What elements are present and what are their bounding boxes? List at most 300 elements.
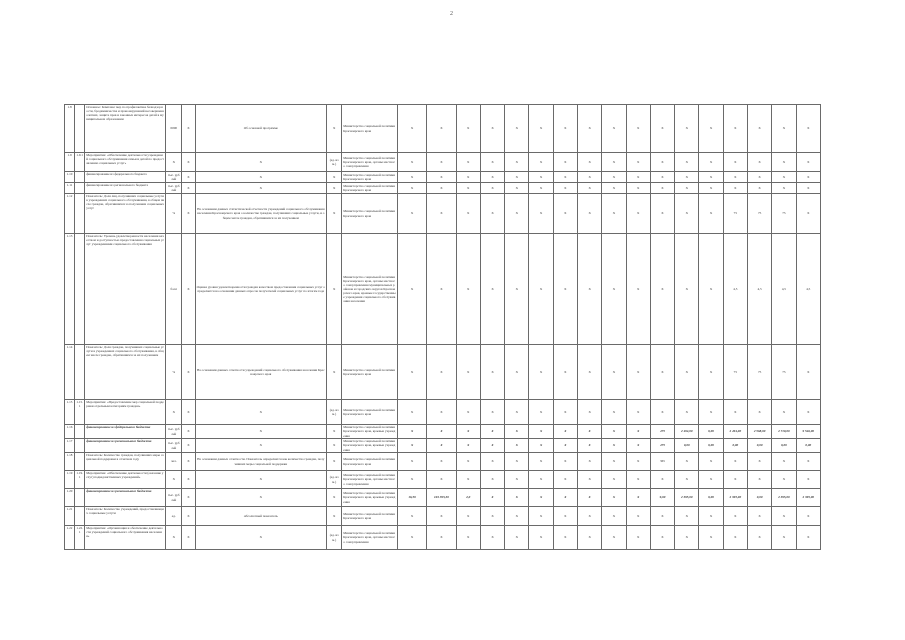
value-cell: Х bbox=[505, 489, 529, 507]
value-cell: Х bbox=[578, 345, 602, 400]
value-cell: 4,5 bbox=[723, 234, 747, 345]
value-cell: Х bbox=[578, 439, 602, 453]
row-subnumber bbox=[75, 194, 85, 234]
value-cell: Х bbox=[699, 172, 723, 183]
unit: Х bbox=[166, 400, 182, 425]
calculation-method: На основании данных отчетности учреждений социального обслуживания населения Красноярского края bbox=[195, 345, 327, 400]
value-cell: Х bbox=[626, 345, 650, 400]
value-cell: Х bbox=[723, 507, 747, 526]
table-row bbox=[65, 439, 821, 453]
source-marker: Х bbox=[182, 172, 195, 183]
row-name: Мероприятие: «Обеспечение деятельности (оказание услуг) подведомственных учреждений» bbox=[85, 471, 166, 489]
value-cell: Х bbox=[602, 183, 626, 194]
unit: % bbox=[166, 194, 182, 234]
indicator-unit: Х bbox=[327, 425, 342, 439]
value-cell: Х bbox=[456, 194, 480, 234]
value-cell: Х bbox=[505, 345, 529, 400]
value-cell: Х bbox=[553, 234, 577, 345]
row-number: 1.12 bbox=[65, 194, 75, 234]
value-cell: Х bbox=[505, 400, 529, 425]
value-cell: Х bbox=[427, 400, 456, 425]
row-subnumber bbox=[75, 425, 85, 439]
value-cell: Х bbox=[602, 234, 626, 345]
value-cell: Х bbox=[397, 105, 426, 153]
unit: Х bbox=[166, 526, 182, 550]
value-cell: 4,5 bbox=[772, 234, 796, 345]
value-cell: 2 395,00 bbox=[772, 489, 796, 507]
indicator-unit: (ед. изм.) bbox=[327, 400, 342, 425]
value-cell: Х bbox=[456, 526, 480, 550]
value-cell: Х bbox=[397, 153, 426, 172]
value-cell: Х bbox=[456, 471, 480, 489]
value-cell: Х bbox=[480, 471, 504, 489]
source-marker: Х bbox=[182, 234, 195, 345]
row-name: финансирование из федерального бюджета bbox=[85, 172, 166, 183]
value-cell: Х bbox=[553, 453, 577, 471]
value-cell: Х bbox=[427, 194, 456, 234]
value-cell: Х bbox=[772, 453, 796, 471]
value-cell: Х bbox=[480, 345, 504, 400]
row-name: Показатель: Количество учреждений, предоставляющих социальные услуги bbox=[85, 507, 166, 526]
value-cell: 0,00 bbox=[675, 439, 699, 453]
unit: тыс. рублей bbox=[166, 183, 182, 194]
value-cell: Х bbox=[427, 172, 456, 183]
value-cell: Х bbox=[602, 345, 626, 400]
value-cell: Х bbox=[650, 153, 674, 172]
calculation-method: Х bbox=[195, 183, 327, 194]
source-marker: Х bbox=[182, 425, 195, 439]
indicator-unit: Х bbox=[327, 194, 342, 234]
value-cell: Х bbox=[699, 526, 723, 550]
source-marker: Х bbox=[182, 507, 195, 526]
value-cell: Х bbox=[397, 172, 426, 183]
row-number: 1.14 bbox=[65, 345, 75, 400]
unit: тыс. рублей bbox=[166, 489, 182, 507]
row-name: Мероприятие: «Организация и обеспечение деятельности учреждений социального обслуживания населения» bbox=[85, 526, 166, 550]
value-cell: Х bbox=[626, 425, 650, 439]
value-cell: Х bbox=[675, 453, 699, 471]
value-cell: Х bbox=[505, 526, 529, 550]
row-number: 1.20 bbox=[65, 489, 75, 507]
value-cell: Х bbox=[796, 453, 820, 471]
value-cell: Х bbox=[796, 345, 820, 400]
value-cell: Х bbox=[602, 105, 626, 153]
source-marker: Х bbox=[182, 153, 195, 172]
value-cell: 75 bbox=[723, 194, 747, 234]
value-cell: Х bbox=[650, 194, 674, 234]
value-cell: Х bbox=[456, 400, 480, 425]
row-subnumber bbox=[75, 507, 85, 526]
responsible-executor: Министерство социальной политики Красноярского края bbox=[342, 345, 398, 400]
value-cell: Х bbox=[529, 172, 553, 183]
value-cell: Х bbox=[602, 172, 626, 183]
value-cell: Х bbox=[529, 183, 553, 194]
table-row bbox=[65, 194, 821, 234]
value-cell: 75 bbox=[772, 194, 796, 234]
value-cell: Х bbox=[456, 507, 480, 526]
value-cell: Х bbox=[480, 526, 504, 550]
value-cell: Х bbox=[723, 172, 747, 183]
indicator-unit: Х bbox=[327, 234, 342, 345]
value-cell: Х bbox=[397, 400, 426, 425]
value-cell: Х bbox=[397, 425, 426, 439]
responsible-executor: Министерство социальной политики Красноярского края, органы местного самоуправления муниципальных районов и городских округов Красноярского края, краевые государственные учреждения социального обслуживания населения bbox=[342, 234, 398, 345]
value-cell: Х bbox=[650, 105, 674, 153]
value-cell: Х bbox=[626, 400, 650, 425]
value-cell: Х bbox=[397, 183, 426, 194]
value-cell: Х bbox=[723, 471, 747, 489]
value-cell: Х bbox=[626, 507, 650, 526]
row-name: Основное: Комплекс мер по профилактике безнадзорности, бродяжничества и правонарушений несовершеннолетних, защите прав и законных интересов детей в муниципальном образовании bbox=[85, 105, 166, 153]
value-cell: Х bbox=[747, 183, 771, 194]
value-cell: Х bbox=[747, 400, 771, 425]
value-cell: 75 bbox=[747, 194, 771, 234]
value-cell: Х bbox=[675, 234, 699, 345]
value-cell: Х bbox=[772, 183, 796, 194]
value-cell: Х bbox=[578, 194, 602, 234]
value-cell: 0,00 bbox=[747, 489, 771, 507]
value-cell: Х bbox=[480, 105, 504, 153]
value-cell: Х bbox=[772, 172, 796, 183]
calculation-method: На основании данных статистической отчетности учреждений социального обслуживания населения Красноярского края о количестве граждан, получивших социальные услуги, и общем числе граждан, обратившихся за их получением bbox=[195, 194, 327, 234]
value-cell: Х bbox=[456, 183, 480, 194]
value-cell: Х bbox=[723, 183, 747, 194]
value-cell: Х bbox=[480, 153, 504, 172]
value-cell: Х bbox=[796, 172, 820, 183]
calculation-method: Х bbox=[195, 400, 327, 425]
value-cell: Х bbox=[675, 345, 699, 400]
value-cell: Х bbox=[602, 526, 626, 550]
value-cell: 4,5 bbox=[796, 234, 820, 345]
value-cell: Х bbox=[578, 507, 602, 526]
value-cell: Х bbox=[699, 400, 723, 425]
value-cell: Х bbox=[529, 489, 553, 507]
value-cell: Х bbox=[505, 439, 529, 453]
value-cell: Х bbox=[796, 153, 820, 172]
value-cell: Х bbox=[602, 471, 626, 489]
value-cell: Х bbox=[578, 526, 602, 550]
responsible-executor: Министерство социальной политики Красноярского края, краевые учреждения bbox=[342, 439, 398, 453]
value-cell: Х bbox=[505, 153, 529, 172]
value-cell: Х bbox=[578, 400, 602, 425]
value-cell: Х bbox=[602, 153, 626, 172]
value-cell: Х bbox=[626, 453, 650, 471]
table-row bbox=[65, 105, 821, 153]
row-subnumber: 1.15.1 bbox=[75, 400, 85, 425]
value-cell: Х bbox=[427, 453, 456, 471]
value-cell: Х bbox=[675, 172, 699, 183]
value-cell: Х bbox=[427, 507, 456, 526]
value-cell: Х bbox=[723, 526, 747, 550]
value-cell: Х bbox=[772, 471, 796, 489]
indicator-unit: Х bbox=[327, 183, 342, 194]
value-cell: Х bbox=[699, 471, 723, 489]
calculation-method: Х bbox=[195, 526, 327, 550]
calculation-method: Х bbox=[195, 425, 327, 439]
value-cell: Х bbox=[772, 400, 796, 425]
value-cell: Х bbox=[675, 471, 699, 489]
value-cell: Х bbox=[397, 194, 426, 234]
value-cell: 0,00 bbox=[699, 439, 723, 453]
calculation-method: Х bbox=[195, 471, 327, 489]
value-cell: 475 bbox=[650, 425, 674, 439]
value-cell: Х bbox=[578, 234, 602, 345]
value-cell: Х bbox=[699, 507, 723, 526]
row-name: Мероприятие: «Обеспечение деятельности учреждений социального обслуживания семьи и детей по предоставлению социальных услуг» bbox=[85, 153, 166, 172]
row-number: 1.15 bbox=[65, 400, 75, 425]
value-cell: Х bbox=[480, 172, 504, 183]
value-cell: Х bbox=[456, 153, 480, 172]
value-cell: Х bbox=[529, 453, 553, 471]
responsible-executor: Министерство социальной политики Красноярского края bbox=[342, 453, 398, 471]
value-cell: Х bbox=[456, 425, 480, 439]
value-cell: Х bbox=[553, 153, 577, 172]
row-name: финансирование из федерального бюджета bbox=[85, 425, 166, 439]
value-cell: Х bbox=[578, 489, 602, 507]
value-cell: 2 395,00 bbox=[796, 489, 820, 507]
row-name: финансирование из регионального бюджета bbox=[85, 183, 166, 194]
value-cell: Х bbox=[675, 400, 699, 425]
value-cell: Х bbox=[796, 507, 820, 526]
value-cell: Х bbox=[626, 172, 650, 183]
value-cell: Х bbox=[505, 507, 529, 526]
table-row bbox=[65, 400, 821, 425]
value-cell: Х bbox=[397, 453, 426, 471]
value-cell: Х bbox=[675, 153, 699, 172]
value-cell: Х bbox=[397, 507, 426, 526]
value-cell: Х bbox=[626, 439, 650, 453]
indicator-unit: Х bbox=[327, 489, 342, 507]
value-cell: Х bbox=[796, 526, 820, 550]
unit: Х bbox=[166, 153, 182, 172]
value-cell: Х bbox=[699, 183, 723, 194]
value-cell: Х bbox=[602, 400, 626, 425]
responsible-executor: Министерство социальной политики Красноярского края bbox=[342, 507, 398, 526]
responsible-executor: Министерство социальной политики Красноярского края bbox=[342, 172, 398, 183]
value-cell: Х bbox=[505, 471, 529, 489]
value-cell: 0,00 bbox=[699, 489, 723, 507]
unit: 0000 bbox=[166, 105, 182, 153]
value-cell: Х bbox=[626, 234, 650, 345]
value-cell: Х bbox=[529, 105, 553, 153]
value-cell: Х bbox=[772, 153, 796, 172]
value-cell: Х bbox=[626, 183, 650, 194]
value-cell: Х bbox=[796, 105, 820, 153]
row-number: 1.21 bbox=[65, 507, 75, 526]
value-cell: Х bbox=[529, 400, 553, 425]
responsible-executor: Министерство социальной политики Красноярского края bbox=[342, 400, 398, 425]
value-cell: Х bbox=[723, 105, 747, 153]
source-marker: Х bbox=[182, 194, 195, 234]
value-cell: Х bbox=[480, 489, 504, 507]
calculation-method: Х bbox=[195, 172, 327, 183]
value-cell: Х bbox=[747, 153, 771, 172]
indicator-unit: Х bbox=[327, 345, 342, 400]
row-number: 1.19 bbox=[65, 471, 75, 489]
value-cell: Х bbox=[626, 471, 650, 489]
value-cell: Х bbox=[626, 194, 650, 234]
value-cell: Х bbox=[480, 234, 504, 345]
unit: балл bbox=[166, 234, 182, 345]
value-cell: Х bbox=[427, 439, 456, 453]
row-name: финансирование из регионального бюджета bbox=[85, 489, 166, 507]
value-cell: Х bbox=[602, 453, 626, 471]
value-cell: Х bbox=[796, 194, 820, 234]
value-cell: 75 bbox=[747, 345, 771, 400]
value-cell: Х bbox=[529, 194, 553, 234]
responsible-executor: Министерство социальной политики Красноярского края bbox=[342, 194, 398, 234]
row-number: 1.13 bbox=[65, 234, 75, 345]
value-cell: Х bbox=[553, 471, 577, 489]
value-cell: Х bbox=[650, 345, 674, 400]
value-cell: Х bbox=[397, 345, 426, 400]
value-cell: Х bbox=[578, 153, 602, 172]
value-cell: Х bbox=[796, 183, 820, 194]
value-cell: Х bbox=[578, 183, 602, 194]
value-cell: 0,00 bbox=[747, 439, 771, 453]
calculation-method: Об основной программе bbox=[195, 105, 327, 153]
value-cell: 475 bbox=[650, 439, 674, 453]
value-cell: Х bbox=[505, 172, 529, 183]
row-name: Мероприятие: «Предоставление мер социальной поддержки отдельным категориям граждан» bbox=[85, 400, 166, 425]
unit: ед. bbox=[166, 507, 182, 526]
value-cell: Х bbox=[505, 234, 529, 345]
value-cell: Х bbox=[602, 425, 626, 439]
value-cell: Х bbox=[675, 183, 699, 194]
value-cell: Х bbox=[427, 345, 456, 400]
value-cell: 75 bbox=[772, 345, 796, 400]
table-row bbox=[65, 471, 821, 489]
value-cell: Х bbox=[480, 194, 504, 234]
row-number: 1.22 bbox=[65, 526, 75, 550]
value-cell: Х bbox=[529, 234, 553, 345]
value-cell: Х bbox=[456, 439, 480, 453]
table-row bbox=[65, 183, 821, 194]
row-subnumber bbox=[75, 489, 85, 507]
value-cell: Х bbox=[553, 183, 577, 194]
value-cell: Х bbox=[505, 453, 529, 471]
row-subnumber bbox=[75, 453, 85, 471]
value-cell: Х bbox=[602, 507, 626, 526]
value-cell: Х bbox=[747, 507, 771, 526]
value-cell: 9,00 bbox=[650, 489, 674, 507]
value-cell: Х bbox=[699, 234, 723, 345]
value-cell: Х bbox=[480, 183, 504, 194]
value-cell: 2 494,00 bbox=[723, 425, 747, 439]
unit: % bbox=[166, 345, 182, 400]
responsible-executor: Министерство социальной политики Красноярского края, органы местного самоуправления bbox=[342, 153, 398, 172]
value-cell: Х bbox=[553, 194, 577, 234]
value-cell: Х bbox=[529, 471, 553, 489]
responsible-executor: Министерство социальной политики Красноярского края bbox=[342, 105, 398, 153]
row-number: 1.16 bbox=[65, 425, 75, 439]
table-row bbox=[65, 234, 821, 345]
source-marker: Х bbox=[182, 105, 195, 153]
responsible-executor: Министерство социальной политики Красноярского края bbox=[342, 183, 398, 194]
value-cell: Х bbox=[578, 471, 602, 489]
value-cell: Х bbox=[747, 526, 771, 550]
value-cell: 2 568,00 bbox=[747, 425, 771, 439]
value-cell: Х bbox=[480, 425, 504, 439]
value-cell: Х bbox=[699, 345, 723, 400]
value-cell: Х bbox=[650, 183, 674, 194]
row-subnumber bbox=[75, 439, 85, 453]
value-cell: Х bbox=[650, 471, 674, 489]
value-cell: Х bbox=[578, 425, 602, 439]
value-cell: Х bbox=[505, 194, 529, 234]
value-cell: Х bbox=[578, 105, 602, 153]
value-cell: Х bbox=[602, 489, 626, 507]
value-cell: Х bbox=[553, 507, 577, 526]
value-cell: Х bbox=[553, 439, 577, 453]
value-cell: Х bbox=[699, 105, 723, 153]
row-name: Показатель: Количество граждан, получивших меры социальной поддержки в отчетном году bbox=[85, 453, 166, 471]
value-cell: Х bbox=[796, 400, 820, 425]
value-cell: 0,00 bbox=[699, 425, 723, 439]
value-cell: Х bbox=[578, 172, 602, 183]
value-cell: Х bbox=[427, 153, 456, 172]
responsible-executor: Министерство социальной политики Красноярского края, краевые учреждения bbox=[342, 425, 398, 439]
row-subnumber bbox=[75, 105, 85, 153]
responsible-executor: Министерство социальной политики Красноярского края, органы местного самоуправления bbox=[342, 471, 398, 489]
calculation-method: На основании данных отчетности. Показатель определяется как количество граждан, получивших меры социальной поддержки bbox=[195, 453, 327, 471]
calculation-method: Оценка уровня удовлетворенности граждан качеством предоставления социальных услуг определяется на основании данных опросов получателей социальных услуг по итогам года bbox=[195, 234, 327, 345]
value-cell: Х bbox=[480, 400, 504, 425]
calculation-method: Х bbox=[195, 489, 327, 507]
row-subnumber bbox=[75, 172, 85, 183]
table-row bbox=[65, 526, 821, 550]
value-cell: Х bbox=[553, 105, 577, 153]
value-cell: Х bbox=[602, 439, 626, 453]
row-number: 1.10 bbox=[65, 172, 75, 183]
source-marker: Х bbox=[182, 400, 195, 425]
value-cell: Х bbox=[456, 172, 480, 183]
source-marker: Х bbox=[182, 489, 195, 507]
row-name: Показатель: Уровень удовлетворенности населения качеством и доступностью предоставления социальных услуг учреждениями социального обслуживания bbox=[85, 234, 166, 345]
calculation-method: Х bbox=[195, 439, 327, 453]
table-body bbox=[65, 105, 821, 550]
value-cell: Х bbox=[553, 489, 577, 507]
value-cell: 2 395,00 bbox=[675, 489, 699, 507]
unit: Х bbox=[166, 471, 182, 489]
page-number: 2 bbox=[450, 11, 453, 17]
value-cell: Х bbox=[505, 105, 529, 153]
value-cell: Х bbox=[747, 471, 771, 489]
value-cell: 16,50 bbox=[397, 489, 426, 507]
table-row bbox=[65, 489, 821, 507]
value-cell: Х bbox=[427, 526, 456, 550]
value-cell: Х bbox=[553, 400, 577, 425]
value-cell: Х bbox=[456, 234, 480, 345]
value-cell: Х bbox=[650, 234, 674, 345]
value-cell: 2 710,00 bbox=[772, 425, 796, 439]
value-cell: Х bbox=[626, 105, 650, 153]
table-row bbox=[65, 425, 821, 439]
value-cell: Х bbox=[529, 425, 553, 439]
value-cell: Х bbox=[626, 526, 650, 550]
value-cell: 2,0 bbox=[456, 489, 480, 507]
value-cell: 2 494,00 bbox=[675, 425, 699, 439]
value-cell: Х bbox=[626, 153, 650, 172]
value-cell: Х bbox=[529, 439, 553, 453]
value-cell: Х bbox=[650, 172, 674, 183]
calculation-method: Абсолютный показатель bbox=[195, 507, 327, 526]
row-subnumber: 1.19.1 bbox=[75, 471, 85, 489]
responsible-executor: Министерство социальной политики Красноярского края, органы местного самоуправления bbox=[342, 526, 398, 550]
value-cell: Х bbox=[723, 153, 747, 172]
value-cell: Х bbox=[699, 153, 723, 172]
value-cell: Х bbox=[747, 172, 771, 183]
